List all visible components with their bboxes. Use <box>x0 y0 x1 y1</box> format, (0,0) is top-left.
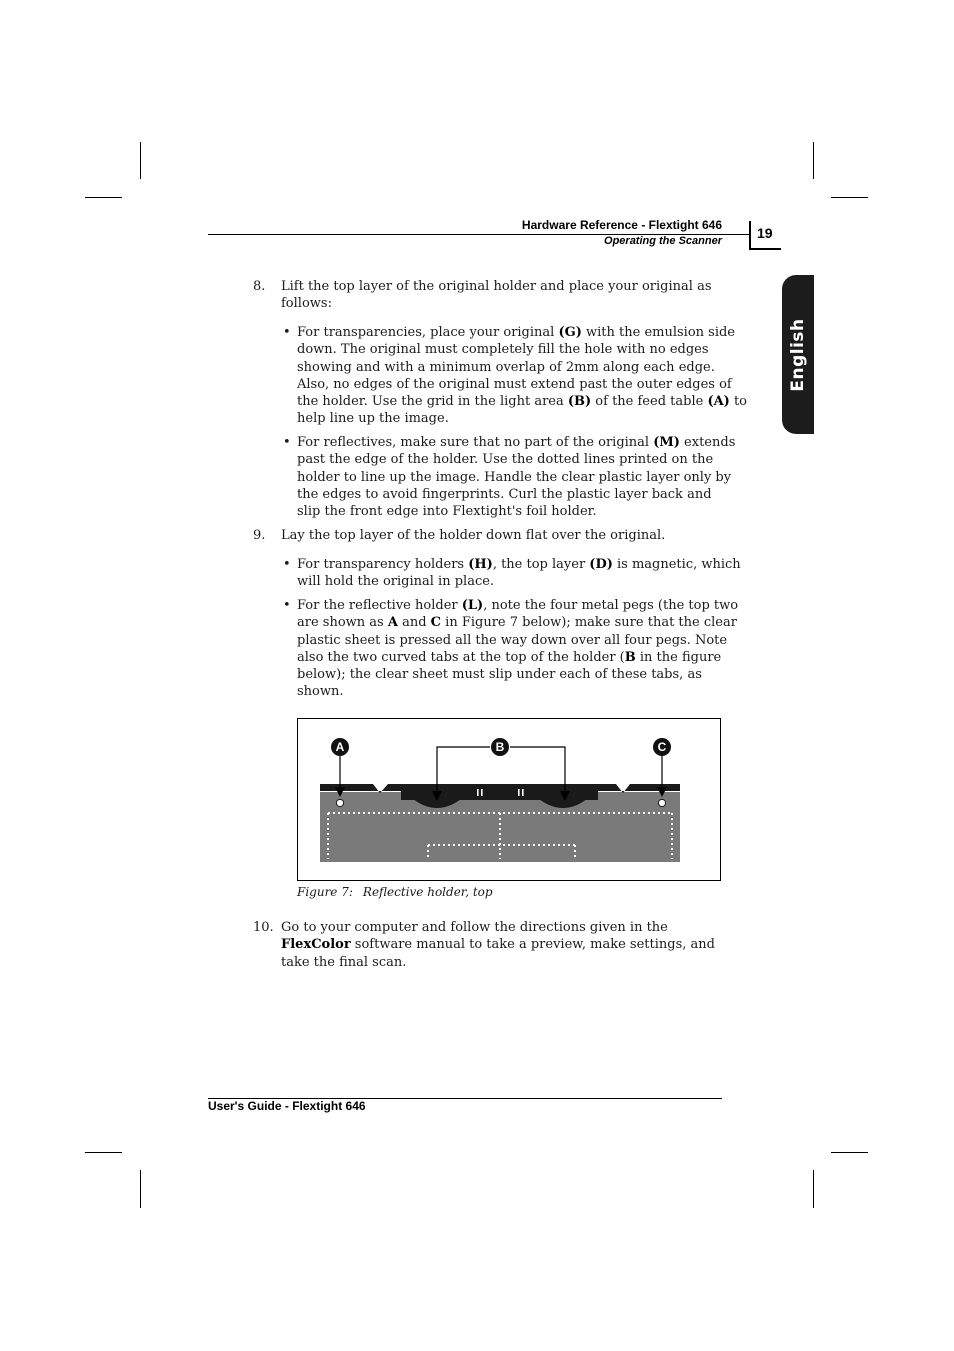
text-line: For transparency holders (H), the top layer (D) is magnetic, which <box>297 557 741 572</box>
text-line: Lift the top layer of the original holder and place your original as <box>281 279 712 294</box>
language-tab <box>782 275 814 434</box>
text-line: For reflectives, make sure that no part of the original (M) extends <box>297 435 736 450</box>
crop-mark <box>140 1170 141 1208</box>
step-number: 10. <box>253 920 274 935</box>
text-line: also the two curved tabs at the top of the holder (B in the figure <box>297 649 722 665</box>
step-text <box>281 919 715 971</box>
text-line: are shown as A and C in Figure 7 below); make sure that the clear <box>297 615 737 631</box>
text-line: take the final scan. <box>281 954 407 970</box>
crop-mark <box>140 142 141 179</box>
text-line: below); the clear sheet must slip under each of these tabs, as <box>297 667 702 683</box>
text-line: help line up the image. <box>297 411 449 427</box>
crop-mark <box>831 1152 868 1153</box>
step-number: 8. <box>253 279 266 294</box>
text-line: showing and with a minimum overlap of 2mm along each edge. <box>297 359 715 375</box>
caption-label: Figure 7: <box>297 885 353 899</box>
crop-mark <box>813 142 814 179</box>
step-number: 9. <box>253 528 266 543</box>
text-line: FlexColor software manual to take a preview, make settings, and <box>281 937 715 953</box>
text-line: the holder. Use the grid in the light area (B) of the feed table (A) to <box>297 394 748 410</box>
figure-reflective-holder <box>297 718 721 881</box>
bullet-item <box>297 324 747 428</box>
text-line: slip the front edge into Flextight's foil holder. <box>297 504 597 520</box>
text-line: For the reflective holder (L), note the four metal pegs (the top two <box>297 598 739 613</box>
text-line: the edges to avoid fingerprints. Curl the plastic layer back and <box>297 486 712 502</box>
text-line: shown. <box>297 684 344 700</box>
language-tab-label: English <box>788 317 808 392</box>
header-rule <box>208 234 750 235</box>
text-line: past the edge of the holder. Use the dotted lines printed on the <box>297 452 714 468</box>
callout-c-label: C <box>657 740 667 754</box>
header-title: Hardware Reference - Flextight 646 <box>521 218 722 232</box>
text-line: follows: <box>281 296 332 312</box>
callout-b-label: B <box>495 740 505 754</box>
text-line: plastic sheet is pressed all the way down over all four pegs. Note <box>297 632 728 648</box>
text-line: For transparencies, place your original (G) with the emulsion side <box>297 325 735 340</box>
bullet-item <box>297 597 738 701</box>
footer-text: User's Guide - Flextight 646 <box>208 1099 366 1113</box>
bullet: • <box>283 325 291 340</box>
text-line: holder to line up the image. Handle the clear plastic layer only by <box>297 469 732 485</box>
text-line: will hold the original in place. <box>297 574 495 590</box>
page-number: 19 <box>757 225 773 241</box>
bullet: • <box>283 557 291 572</box>
step-text: Lay the top layer of the holder down flat over the original. <box>281 528 666 543</box>
text-line: Go to your computer and follow the directions given in the <box>281 920 668 935</box>
header-subtitle: Operating the Scanner <box>604 235 722 247</box>
text-line: down. The original must completely fill the hole with no edges <box>297 342 709 358</box>
peg-a <box>336 799 343 806</box>
crop-mark <box>813 1170 814 1208</box>
holder-body <box>320 792 680 862</box>
bullet: • <box>283 435 291 450</box>
crop-mark <box>85 1152 122 1153</box>
figure-caption <box>297 885 493 899</box>
peg-c <box>658 799 665 806</box>
holder-diagram <box>298 719 720 880</box>
caption-text: Reflective holder, top <box>362 885 493 899</box>
crop-mark <box>831 197 868 198</box>
bullet-item <box>297 556 741 591</box>
text-line: Also, no edges of the original must extend past the outer edges of <box>297 376 732 392</box>
bullet-item <box>297 434 735 520</box>
step-text <box>281 278 712 313</box>
bullet: • <box>283 598 291 613</box>
callout-a-label: A <box>335 740 345 754</box>
crop-mark <box>85 197 122 198</box>
